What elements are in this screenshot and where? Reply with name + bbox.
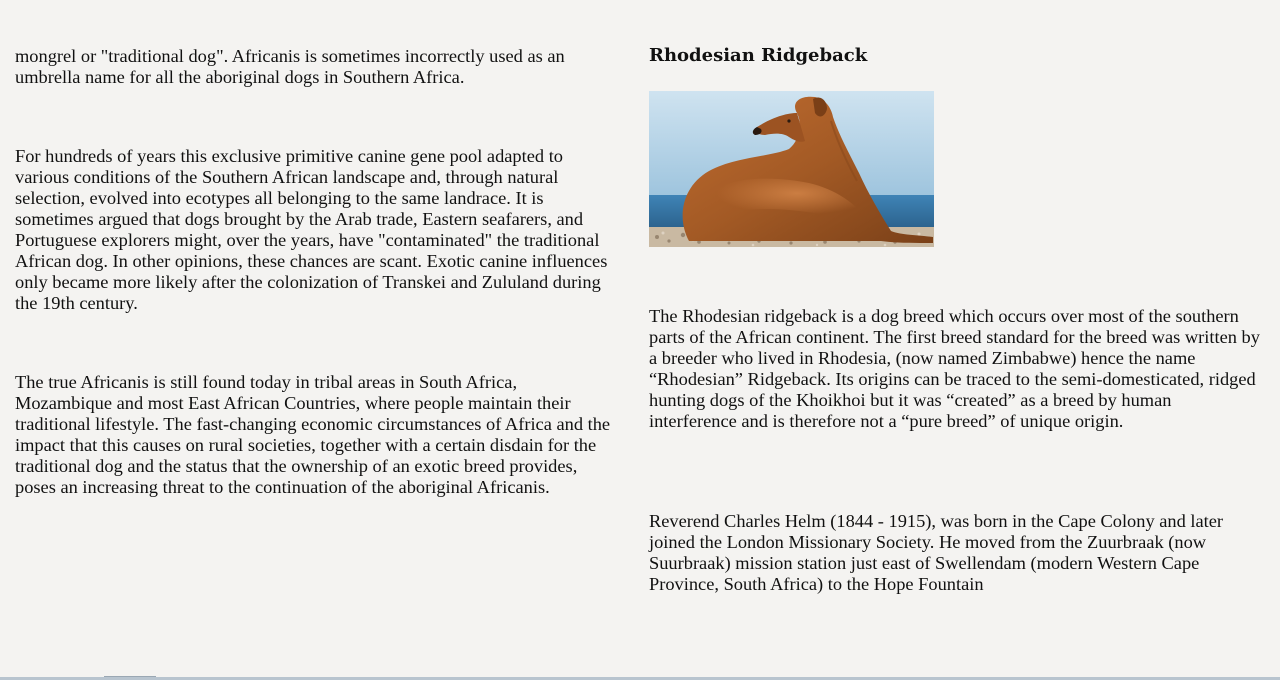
rhodesian-ridgeback-photo bbox=[649, 91, 934, 247]
africanis-paragraph-history: For hundreds of years this exclusive primitive canine gene pool adapted to various conditions of the Southern African landscape and, through natural selection, evolved into ecotypes all belonging to the same landrace. It is sometimes argued that dogs brought by the Arab trade, Eastern seafarers, and Portuguese explorers might, over the years, have "contaminated" the traditional African dog. In other opinions, these chances are scant. Exotic canine influences only became more likely after the colonization of Transkei and Zululand during the 19th century. bbox=[15, 146, 608, 313]
ridgeback-paragraph-breed: The Rhodesian ridgeback is a dog breed which occurs over most of the southern parts of the African continent. The first breed standard for the breed was written by a breeder who lived in Rhodesia, (now named Zimbabwe) hence the name “Rhodesian” Ridgeback. Its origins can be traced to the semi-domesticated, ridged hunting dogs of the Khoikhoi but it was “created” as a breed by human interference and is therefore not a “pure breed” of unique origin. bbox=[649, 306, 1260, 431]
africanis-paragraph-intro: mongrel or "traditional dog". Africanis is sometimes incorrectly used as an umbrella name for all the aboriginal dogs in Southern Africa. bbox=[15, 46, 565, 87]
bottom-tab-marker bbox=[104, 676, 156, 677]
ridgeback-paragraph-helm: Reverend Charles Helm (1844 - 1915), was born in the Cape Colony and later joined the London Missionary Society. He moved from the Zuurbraak (now Suurbraak) mission station just east of Swellendam (modern Western Cape Province, South Africa) to the Hope Fountain bbox=[649, 511, 1224, 594]
africanis-paragraph-today: The true Africanis is still found today in tribal areas in South Africa, Mozambique and most East African Countries, where people maintain their traditional lifestyle. The fast-changing economic circumstances of Africa and the impact that this causes on rural societies, together with a certain disdain for the traditional dog and the status that the ownership of an exotic breed provides, poses an increasing threat to the continuation of the aboriginal Africanis. bbox=[15, 372, 611, 497]
rhodesian-ridgeback-heading: Rhodesian Ridgeback bbox=[649, 45, 868, 66]
ridgeback-dog-image bbox=[649, 91, 934, 247]
